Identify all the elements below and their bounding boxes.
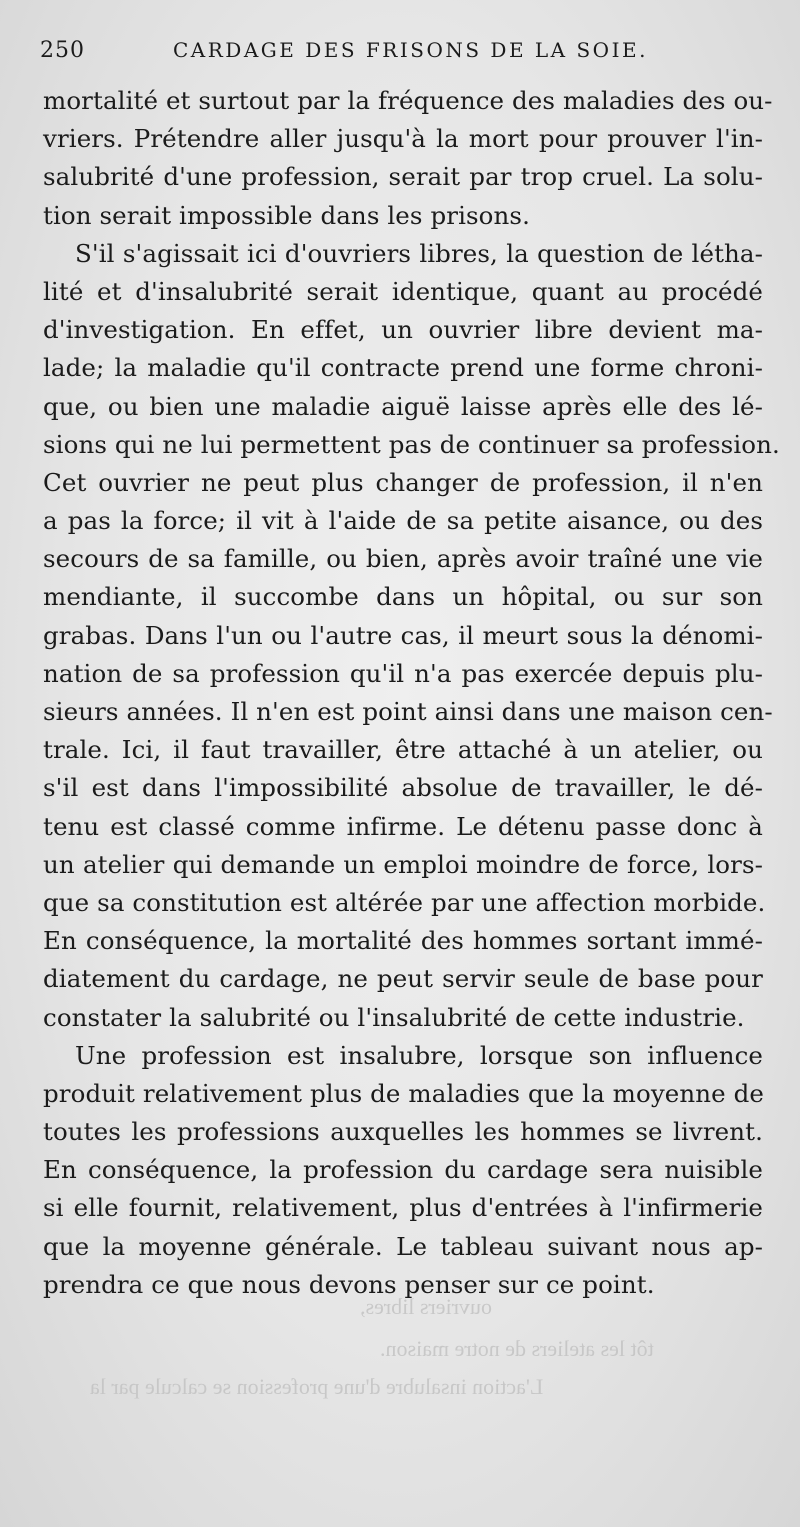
text-line: S'il s'agissait ici d'ouvriers libres, la question de létha- bbox=[75, 238, 763, 268]
text-line: Cet ouvrier ne peut plus changer de profession, il n'en bbox=[43, 467, 763, 497]
running-head: CARDAGE DES FRISONS DE LA SOIE. bbox=[173, 38, 648, 62]
text-line: vriers. Prétendre aller jusqu'à la mort pour prouver l'in- bbox=[43, 124, 763, 154]
paragraph-2 bbox=[43, 235, 780, 1037]
text-line: En conséquence, la profession du cardage sera nuisible bbox=[43, 1155, 763, 1185]
text-line: que la moyenne générale. Le tableau suivant nous ap- bbox=[43, 1231, 763, 1261]
text-line: sions qui ne lui permettent pas de continuer sa profession. bbox=[43, 429, 780, 459]
text-line: tion serait impossible dans les prisons. bbox=[43, 200, 530, 230]
text-line: mortalité et surtout par la fréquence des maladies des ou- bbox=[43, 86, 773, 115]
show-through-text: L'action insalubre d'une profession se calcule par la bbox=[90, 1374, 544, 1399]
body-text bbox=[43, 82, 780, 1304]
page-header bbox=[40, 38, 760, 78]
text-line: lité et d'insalubrité serait identique, quant au procédé bbox=[43, 276, 763, 306]
text-line: d'investigation. En effet, un ouvrier libre devient ma- bbox=[43, 315, 763, 345]
text-line: que, ou bien une maladie aiguë laisse après elle des lé- bbox=[43, 391, 763, 421]
paragraph-1 bbox=[43, 82, 773, 235]
show-through-text: ouvriers libres, bbox=[360, 1294, 492, 1319]
text-line: secours de sa famille, ou bien, après avoir traîné une vie bbox=[43, 544, 763, 574]
text-line: s'il est dans l'impossibilité absolue de travailler, le dé- bbox=[43, 773, 763, 803]
text-line: tenu est classé comme infirme. Le détenu passe donc à bbox=[43, 811, 763, 841]
text-line: que sa constitution est altérée par une affection morbide. bbox=[43, 887, 766, 917]
text-line: toutes les professions auxquelles les hommes se livrent. bbox=[43, 1117, 763, 1147]
text-line: a pas la force; il vit à l'aide de sa petite aisance, ou des bbox=[43, 506, 763, 536]
text-line: lade; la maladie qu'il contracte prend une forme chroni- bbox=[43, 353, 763, 383]
text-line: constater la salubrité ou l'insalubrité de cette industrie. bbox=[43, 1002, 745, 1032]
text-line: salubrité d'une profession, serait par trop cruel. La solu- bbox=[43, 162, 763, 192]
text-line: un atelier qui demande un emploi moindre de force, lors- bbox=[43, 849, 763, 879]
text-line: grabas. Dans l'un ou l'autre cas, il meurt sous la dénomi- bbox=[43, 620, 763, 650]
text-line: nation de sa profession qu'il n'a pas exercée depuis plu- bbox=[43, 658, 763, 688]
text-line: produit relativement plus de maladies que la moyenne de bbox=[43, 1078, 765, 1108]
show-through-text: tôt les ateliers de notre maison. bbox=[380, 1336, 654, 1361]
text-line: trale. Ici, il faut travailler, être attaché à un atelier, ou bbox=[43, 735, 763, 765]
text-line: sieurs années. Il n'en est point ainsi dans une maison cen- bbox=[43, 697, 773, 726]
text-line: si elle fournit, relativement, plus d'entrées à l'infirmerie bbox=[43, 1193, 763, 1223]
paragraph-3 bbox=[43, 1037, 763, 1304]
text-line: diatement du cardage, ne peut servir seule de base pour bbox=[43, 964, 763, 994]
text-line: mendiante, il succombe dans un hôpital, ou sur son bbox=[43, 582, 763, 612]
text-line: Une profession est insalubre, lorsque son influence bbox=[75, 1040, 763, 1070]
text-line: En conséquence, la mortalité des hommes sortant immé- bbox=[43, 926, 763, 956]
page-number: 250 bbox=[40, 38, 85, 63]
text-line: prendra ce que nous devons penser sur ce point. bbox=[43, 1269, 655, 1299]
